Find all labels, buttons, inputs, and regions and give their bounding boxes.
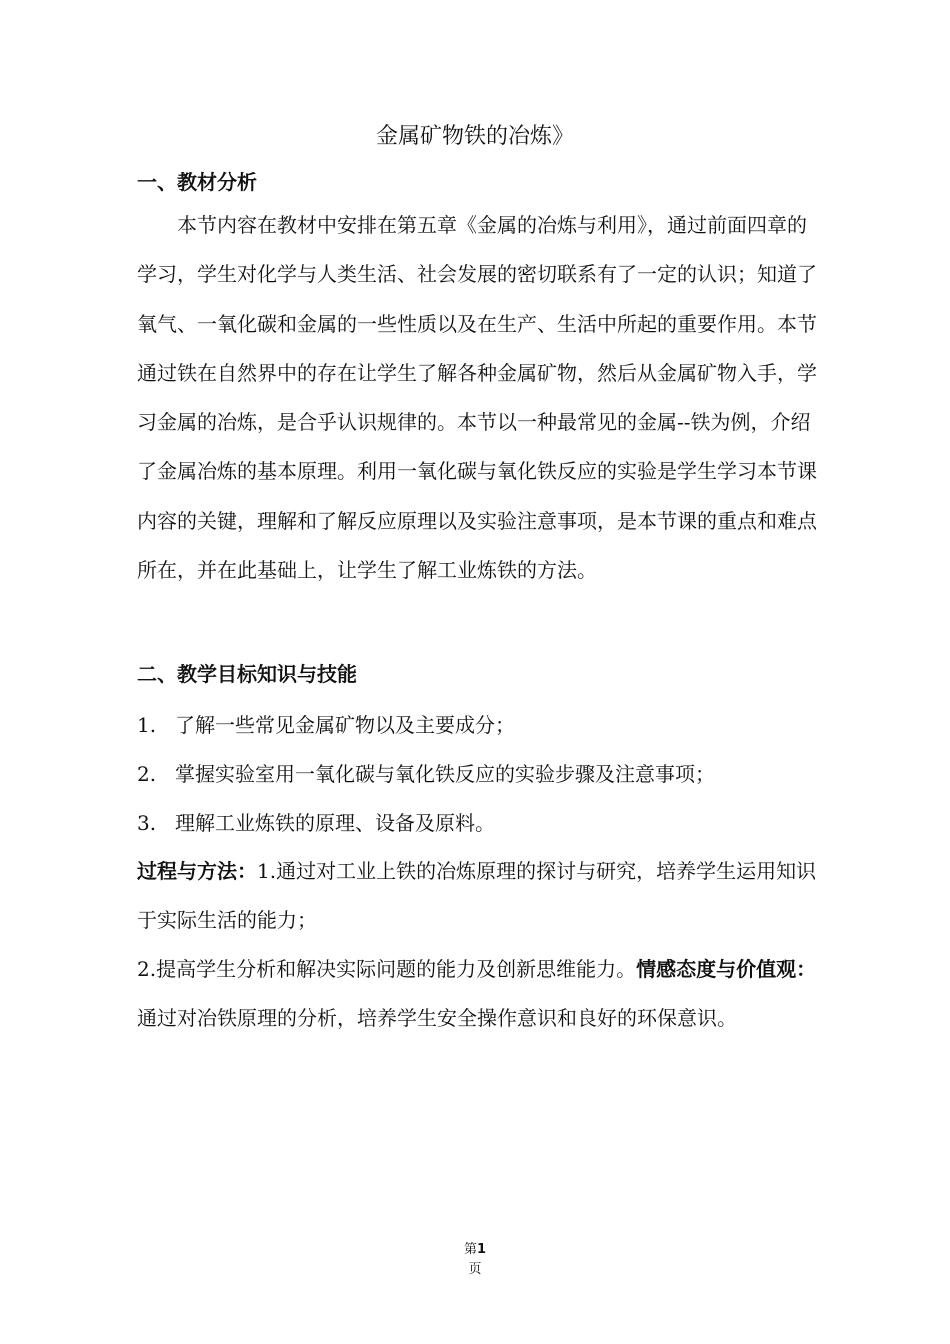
process-method-text: 1.通过对工业上铁的冶炼原理的探讨与研究，培养学生运用知识于实际生活的能力； [137,859,817,933]
ability-emotion-paragraph [137,945,817,1044]
goal-item-number: 3. [137,811,157,835]
goal-item-1 [137,711,515,739]
goal-item-text: 理解工业炼铁的原理、设备及原料。 [175,811,495,835]
process-method-paragraph [137,847,817,946]
emotion-values-text: 通过对冶铁原理的分析，培养学生安全操作意识和良好的环保意识。 [137,1006,737,1031]
goal-item-text: 掌握实验室用一氧化碳与氧化铁反应的实验步骤及注意事项； [175,762,715,786]
section-heading-teaching-goals: 二、教学目标知识与技能 [137,662,357,686]
goal-item-2 [137,760,715,788]
goal-item-number: 1. [137,713,157,737]
page-number-line [0,1240,950,1260]
goal-item-text: 了解一些常见金属矿物以及主要成分； [175,713,515,737]
section-heading-textbook-analysis: 一、教材分析 [137,170,257,194]
emotion-values-label: 情感态度与价值观： [636,957,817,981]
goal-item-3 [137,809,495,837]
process-method-label: 过程与方法： [137,859,257,883]
goal-item-number: 2. [137,762,157,786]
page-number: 1 [476,1242,487,1257]
page-prefix: 第 [463,1242,477,1257]
page-suffix-line: 页 [468,1262,482,1277]
textbook-analysis-paragraph [137,201,817,595]
textbook-analysis-text: 本节内容在教材中安排在第五章《金属的冶炼与利用》，通过前面四章的学习，学生对化学与人类生活、社会发展的密切联系有了一定的认识；知道了氧气、一氧化碳和金属的一些性质以及在生产、生活中所起的重要作用。本节通过铁在自然界中的存在让学生了解各种金属矿物，然后从金属矿物入手，学习金属的冶炼，是合乎认识规律的。本节以一种最常见的金属--铁为例，介绍了金属冶炼的基本原理。利用一氧化碳与氧化铁反应的实验是学生学习本节课内容的关键，理解和了解反应原理以及实验注意事项，是本节课的重点和难点所在，并在此基础上，让学生了解工业炼铁的方法。 [137,213,817,583]
ability-text: 2.提高学生分析和解决实际问题的能力及创新思维能力。 [137,957,637,981]
document-title: 金属矿物铁的冶炼》 [375,124,574,149]
